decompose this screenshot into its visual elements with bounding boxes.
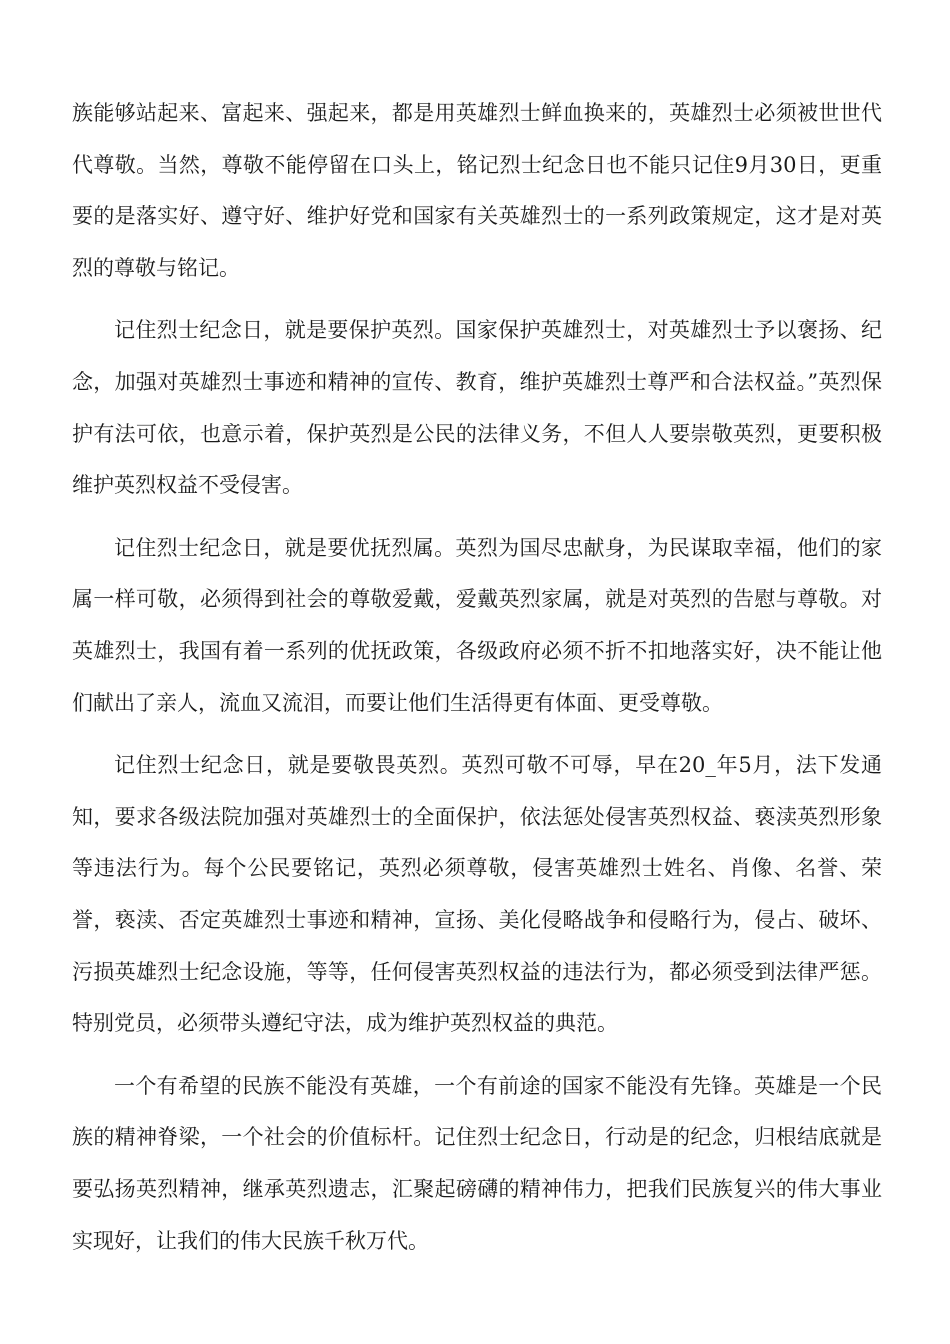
paragraph-revere-heroes: 记住烈士纪念日，就是要敬畏英烈。英烈可敬不可辱，早在20_年5月，法下发通知，要求各级法院加强对英雄烈士的全面保护，依法惩处侵害英烈权益、亵渎英烈形象等违法行为。每个公民要铭记，英烈必须尊敬，侵害英雄烈士姓名、肖像、名誉、荣誉，亵渎、否定英雄烈士事迹和精神，宣扬、美化侵略战争和侵略行为，侵占、破坏、污损英雄烈士纪念设施，等等，任何侵害英烈权益的违法行为，都必须受到法律严惩。特别党员，必须带头遵纪守法，成为维护英烈权益的典范。 bbox=[72, 752, 882, 1036]
paragraph-protect-heroes: 记住烈士纪念日，就是要保护英烈。国家保护英雄烈士，对英雄烈士予以褒扬、纪念，加强对英雄烈士事迹和精神的宣传、教育，维护英雄烈士尊严和合法权益。”英烈保护有法可依，也意示着，保护英烈是公民的法律义务，不但人人要崇敬英烈，更要积极维护英烈权益不受侵害。 bbox=[72, 318, 882, 498]
paragraph-conclusion: 一个有希望的民族不能没有英雄，一个有前途的国家不能没有先锋。英雄是一个民族的精神脊梁，一个社会的价值标杆。记住烈士纪念日，行动是的纪念，归根结底就是要弘扬英烈精神，继承英烈遗志，汇聚起磅礴的精神伟力，把我们民族复兴的伟大事业实现好，让我们的伟大民族千秋万代。 bbox=[72, 1073, 882, 1253]
paragraph-continued: 族能够站起来、富起来、强起来，都是用英雄烈士鲜血换来的，英雄烈士必须被世世代代尊敬。当然，尊敬不能停留在口头上，铭记烈士纪念日也不能只记住9月30日，更重要的是落实好、遵守好、维护好党和国家有关英雄烈士的一系列政策规定，这才是对英烈的尊敬与铭记。 bbox=[72, 101, 882, 281]
paragraph-care-families: 记住烈士纪念日，就是要优抚烈属。英烈为国尽忠献身，为民谋取幸福，他们的家属一样可敬，必须得到社会的尊敬爱戴，爱戴英烈家属，就是对英烈的告慰与尊敬。对英雄烈士，我国有着一系列的优抚政策，各级政府必须不折不扣地落实好，决不能让他们献出了亲人，流血又流泪，而要让他们生活得更有体面、更受尊敬。 bbox=[72, 535, 882, 715]
document-body bbox=[72, 88, 882, 1278]
